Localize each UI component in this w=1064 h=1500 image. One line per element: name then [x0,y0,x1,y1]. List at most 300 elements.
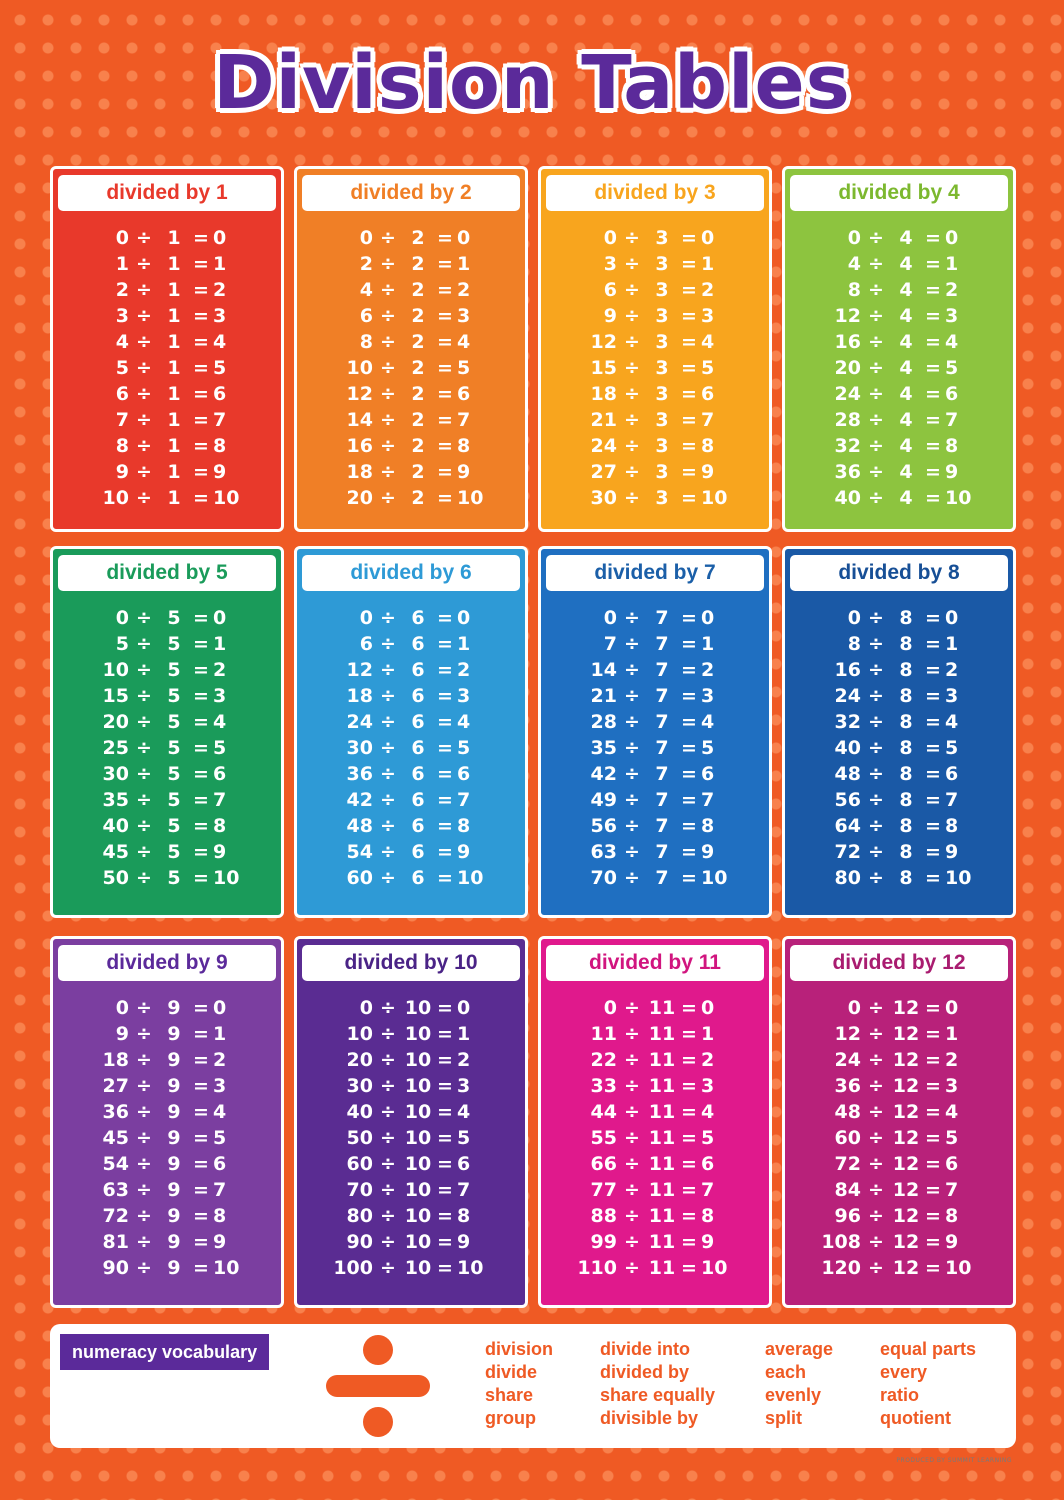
equals-sign: = [681,763,697,785]
quotient: 1 [213,633,227,655]
dividend: 0 [359,607,373,629]
dividend: 35 [102,789,129,811]
quotient: 7 [701,409,715,431]
divide-sign: ÷ [136,227,152,249]
equals-sign: = [193,253,209,275]
equals-sign: = [193,1231,209,1253]
dividend: 7 [115,409,129,431]
table-rows [785,225,1013,511]
divisor: 5 [167,633,181,655]
quotient: 7 [457,409,471,431]
divisor: 4 [899,461,913,483]
equals-sign: = [437,997,453,1019]
dividend: 0 [115,607,129,629]
equals-sign: = [681,383,697,405]
divide-sign: ÷ [136,357,152,379]
vocabulary-word: equal parts [880,1339,977,1359]
equals-sign: = [193,815,209,837]
equals-sign: = [193,1101,209,1123]
quotient: 0 [457,997,471,1019]
vocabulary-word: average [765,1339,834,1359]
equation-row [541,225,769,251]
quotient: 5 [213,1127,227,1149]
quotient: 7 [457,789,471,811]
divide-sign: ÷ [868,383,884,405]
divide-sign: ÷ [136,1075,152,1097]
divisor: 5 [167,763,181,785]
quotient: 0 [213,607,227,629]
equals-sign: = [437,1205,453,1227]
equation-row [541,355,769,381]
divisor: 8 [899,789,913,811]
equals-sign: = [681,357,697,379]
divisor: 6 [411,633,425,655]
equation-row [53,865,281,891]
equation-row [785,225,1013,251]
quotient: 0 [457,227,471,249]
quotient: 5 [945,1127,959,1149]
dividend: 0 [847,607,861,629]
vocabulary-column-1 [485,1338,553,1430]
dividend: 84 [834,1179,861,1201]
divisor: 4 [899,357,913,379]
divisor: 9 [167,1179,181,1201]
equals-sign: = [437,331,453,353]
quotient: 1 [701,633,715,655]
dividend: 2 [115,279,129,301]
equals-sign: = [193,305,209,327]
dividend: 33 [590,1075,617,1097]
equals-sign: = [681,1153,697,1175]
equation-row [53,355,281,381]
quotient: 3 [945,1075,959,1097]
dividend: 9 [603,305,617,327]
equation-row [541,1229,769,1255]
dividend: 14 [590,659,617,681]
divisor: 2 [411,279,425,301]
equals-sign: = [437,487,453,509]
equation-row [297,735,525,761]
divide-sign: ÷ [136,253,152,275]
divisor: 12 [892,1231,920,1253]
divide-sign: ÷ [136,867,152,889]
equation-row [541,485,769,511]
dividend: 20 [346,1049,373,1071]
dividend: 20 [102,711,129,733]
equation-row [785,459,1013,485]
equals-sign: = [681,305,697,327]
equation-row [297,1229,525,1255]
divide-sign: ÷ [624,279,640,301]
equation-row [53,433,281,459]
dividend: 30 [346,1075,373,1097]
equals-sign: = [437,1127,453,1149]
equation-row [297,407,525,433]
division-table-card [50,546,284,918]
quotient: 5 [701,1127,715,1149]
divide-sign: ÷ [380,409,396,431]
vocabulary-word: evenly [765,1385,822,1405]
divisor: 12 [892,1179,920,1201]
divide-sign: ÷ [380,633,396,655]
equals-sign: = [925,607,941,629]
quotient: 0 [701,607,715,629]
equation-row [785,709,1013,735]
equals-sign: = [925,435,941,457]
dividend: 54 [346,841,373,863]
dividend: 99 [590,1231,617,1253]
dividend: 24 [834,1049,861,1071]
divisor: 11 [648,1023,676,1045]
equals-sign: = [681,1101,697,1123]
divide-sign: ÷ [380,1075,396,1097]
quotient: 9 [457,461,471,483]
divisor: 7 [655,685,669,707]
equals-sign: = [437,435,453,457]
equals-sign: = [437,383,453,405]
quotient: 10 [945,487,972,509]
equation-row [297,329,525,355]
quotient: 3 [457,685,471,707]
quotient: 7 [945,1179,959,1201]
equation-row [53,839,281,865]
divisor: 5 [167,815,181,837]
quotient: 1 [457,1023,471,1045]
divide-sign: ÷ [624,331,640,353]
equation-row [785,1229,1013,1255]
quotient: 9 [457,841,471,863]
dividend: 36 [102,1101,129,1123]
dividend: 40 [346,1101,373,1123]
equation-row [541,381,769,407]
quotient: 8 [457,815,471,837]
division-table-card [50,166,284,532]
divide-sign: ÷ [868,1127,884,1149]
equals-sign: = [193,841,209,863]
quotient: 2 [701,1049,715,1071]
divisor: 4 [899,279,913,301]
divisor: 3 [655,487,669,509]
dividend: 60 [346,1153,373,1175]
equals-sign: = [925,409,941,431]
divisor: 7 [655,737,669,759]
divisor: 4 [899,331,913,353]
equals-sign: = [193,435,209,457]
divide-sign: ÷ [136,763,152,785]
quotient: 4 [945,331,959,353]
divisor: 1 [167,305,181,327]
divide-sign: ÷ [136,711,152,733]
equation-row [297,1073,525,1099]
dividend: 0 [603,227,617,249]
quotient: 2 [457,659,471,681]
divide-sign: ÷ [624,435,640,457]
divide-sign: ÷ [136,1023,152,1045]
divide-sign: ÷ [624,1257,640,1279]
quotient: 0 [701,227,715,249]
divide-sign: ÷ [380,487,396,509]
equals-sign: = [925,1205,941,1227]
divisor: 2 [411,383,425,405]
table-header: divided by 3 [546,175,764,211]
divisor: 5 [167,685,181,707]
equation-row [297,839,525,865]
table-rows [785,605,1013,891]
equals-sign: = [681,1257,697,1279]
equals-sign: = [193,357,209,379]
dividend: 9 [115,461,129,483]
divide-sign: ÷ [136,1179,152,1201]
dividend: 4 [359,279,373,301]
divide-sign: ÷ [380,1257,396,1279]
equation-row [53,1177,281,1203]
quotient: 9 [457,1231,471,1253]
equals-sign: = [437,607,453,629]
divisor: 1 [167,227,181,249]
vocabulary-word: division [485,1339,554,1359]
divide-sign: ÷ [380,305,396,327]
quotient: 6 [701,383,715,405]
equals-sign: = [681,997,697,1019]
quotient: 6 [213,763,227,785]
divide-sign: ÷ [868,1023,884,1045]
divide-sign: ÷ [868,1101,884,1123]
equals-sign: = [193,1153,209,1175]
quotient: 2 [701,659,715,681]
equals-sign: = [925,711,941,733]
divisor: 8 [899,737,913,759]
division-table-card [782,546,1016,918]
equation-row [541,735,769,761]
divisor: 2 [411,487,425,509]
divisor: 2 [411,331,425,353]
dividend: 36 [834,461,861,483]
divisor: 8 [899,659,913,681]
dividend: 48 [834,763,861,785]
quotient: 5 [457,357,471,379]
dividend: 14 [346,409,373,431]
equation-row [297,865,525,891]
quotient: 3 [457,305,471,327]
dividend: 20 [834,357,861,379]
dividend: 10 [346,1023,373,1045]
equals-sign: = [437,1101,453,1123]
equals-sign: = [925,841,941,863]
dividend: 3 [115,305,129,327]
quotient: 4 [457,711,471,733]
equation-row [53,277,281,303]
quotient: 4 [457,331,471,353]
equation-row [297,787,525,813]
equals-sign: = [925,1049,941,1071]
equation-row [297,761,525,787]
dividend: 100 [333,1257,373,1279]
divisor: 9 [167,1049,181,1071]
equals-sign: = [437,659,453,681]
dividend: 40 [102,815,129,837]
quotient: 7 [457,1179,471,1201]
quotient: 1 [701,253,715,275]
division-table-card [50,936,284,1308]
equation-row [53,329,281,355]
divide-sign: ÷ [868,737,884,759]
dividend: 5 [115,633,129,655]
dividend: 30 [102,763,129,785]
dividend: 24 [346,711,373,733]
equals-sign: = [193,997,209,1019]
divisor: 3 [655,461,669,483]
quotient: 3 [945,305,959,327]
divide-sign: ÷ [136,487,152,509]
divide-sign: ÷ [380,737,396,759]
divisor: 6 [411,659,425,681]
divisor: 12 [892,1049,920,1071]
quotient: 10 [701,867,728,889]
quotient: 2 [945,1049,959,1071]
equation-row [785,1021,1013,1047]
dividend: 16 [346,435,373,457]
quotient: 7 [213,789,227,811]
quotient: 7 [945,789,959,811]
equation-row [541,433,769,459]
dividend: 40 [834,487,861,509]
divisor: 1 [167,461,181,483]
dividend: 110 [577,1257,617,1279]
equals-sign: = [925,357,941,379]
divide-sign: ÷ [868,331,884,353]
quotient: 10 [213,487,240,509]
divide-sign: ÷ [624,1049,640,1071]
divide-sign: ÷ [868,711,884,733]
divide-sign: ÷ [380,1127,396,1149]
divisor: 1 [167,253,181,275]
table-header: divided by 7 [546,555,764,591]
equals-sign: = [925,227,941,249]
equation-row [541,683,769,709]
equals-sign: = [193,1179,209,1201]
divide-sign: ÷ [868,1179,884,1201]
divide-sign: ÷ [136,383,152,405]
equation-row [53,1099,281,1125]
divide-sign: ÷ [624,1127,640,1149]
divide-sign: ÷ [380,1023,396,1045]
dividend: 25 [102,737,129,759]
dividend: 20 [346,487,373,509]
dividend: 0 [115,997,129,1019]
divisor: 10 [404,997,432,1019]
equation-row [785,631,1013,657]
quotient: 10 [213,867,240,889]
dividend: 8 [847,633,861,655]
divisor: 1 [167,279,181,301]
vocabulary-word: every [880,1362,928,1382]
quotient: 10 [701,1257,728,1279]
divide-sign: ÷ [380,383,396,405]
quotient: 6 [945,1153,959,1175]
divide-sign: ÷ [380,357,396,379]
equals-sign: = [437,1179,453,1201]
dividend: 15 [590,357,617,379]
divide-sign: ÷ [868,227,884,249]
divisor: 4 [899,409,913,431]
divisor: 7 [655,633,669,655]
divisor: 7 [655,659,669,681]
quotient: 10 [213,1257,240,1279]
divide-sign: ÷ [136,1049,152,1071]
equation-row [785,865,1013,891]
quotient: 4 [701,711,715,733]
equation-row [53,631,281,657]
divide-sign: ÷ [624,1075,640,1097]
equation-row [53,813,281,839]
divide-sign: ÷ [380,1153,396,1175]
equals-sign: = [925,461,941,483]
quotient: 1 [213,1023,227,1045]
divisor: 9 [167,1023,181,1045]
divisor: 12 [892,1127,920,1149]
divisor: 12 [892,1153,920,1175]
equation-row [297,683,525,709]
divide-sign: ÷ [624,607,640,629]
quotient: 7 [701,789,715,811]
dividend: 22 [590,1049,617,1071]
divisor: 8 [899,867,913,889]
equation-row [297,657,525,683]
divide-sign: ÷ [380,711,396,733]
divisor: 2 [411,357,425,379]
equals-sign: = [925,1231,941,1253]
equals-sign: = [193,607,209,629]
equation-row [541,813,769,839]
equals-sign: = [193,1205,209,1227]
divide-sign: ÷ [624,815,640,837]
equation-row [297,433,525,459]
table-header: divided by 12 [790,945,1008,981]
divisor: 1 [167,409,181,431]
equals-sign: = [193,279,209,301]
quotient: 2 [213,279,227,301]
divide-sign: ÷ [136,685,152,707]
divisor: 10 [404,1205,432,1227]
divide-sign: ÷ [380,685,396,707]
equation-row [785,657,1013,683]
equals-sign: = [437,253,453,275]
dividend: 12 [346,659,373,681]
divisor: 8 [899,763,913,785]
divide-sign: ÷ [624,841,640,863]
divide-sign: ÷ [868,815,884,837]
vocabulary-word: divide [485,1362,538,1382]
equals-sign: = [681,409,697,431]
equation-row [297,381,525,407]
quotient: 10 [945,1257,972,1279]
equation-row [785,683,1013,709]
equals-sign: = [681,633,697,655]
equals-sign: = [437,461,453,483]
divide-sign: ÷ [136,331,152,353]
divisor: 3 [655,305,669,327]
equals-sign: = [437,841,453,863]
equals-sign: = [193,409,209,431]
division-table-card [782,936,1016,1308]
equation-row [541,407,769,433]
divisor: 3 [655,253,669,275]
divisor: 5 [167,737,181,759]
equation-row [297,251,525,277]
divisor: 12 [892,997,920,1019]
divisor: 1 [167,487,181,509]
equals-sign: = [437,1023,453,1045]
